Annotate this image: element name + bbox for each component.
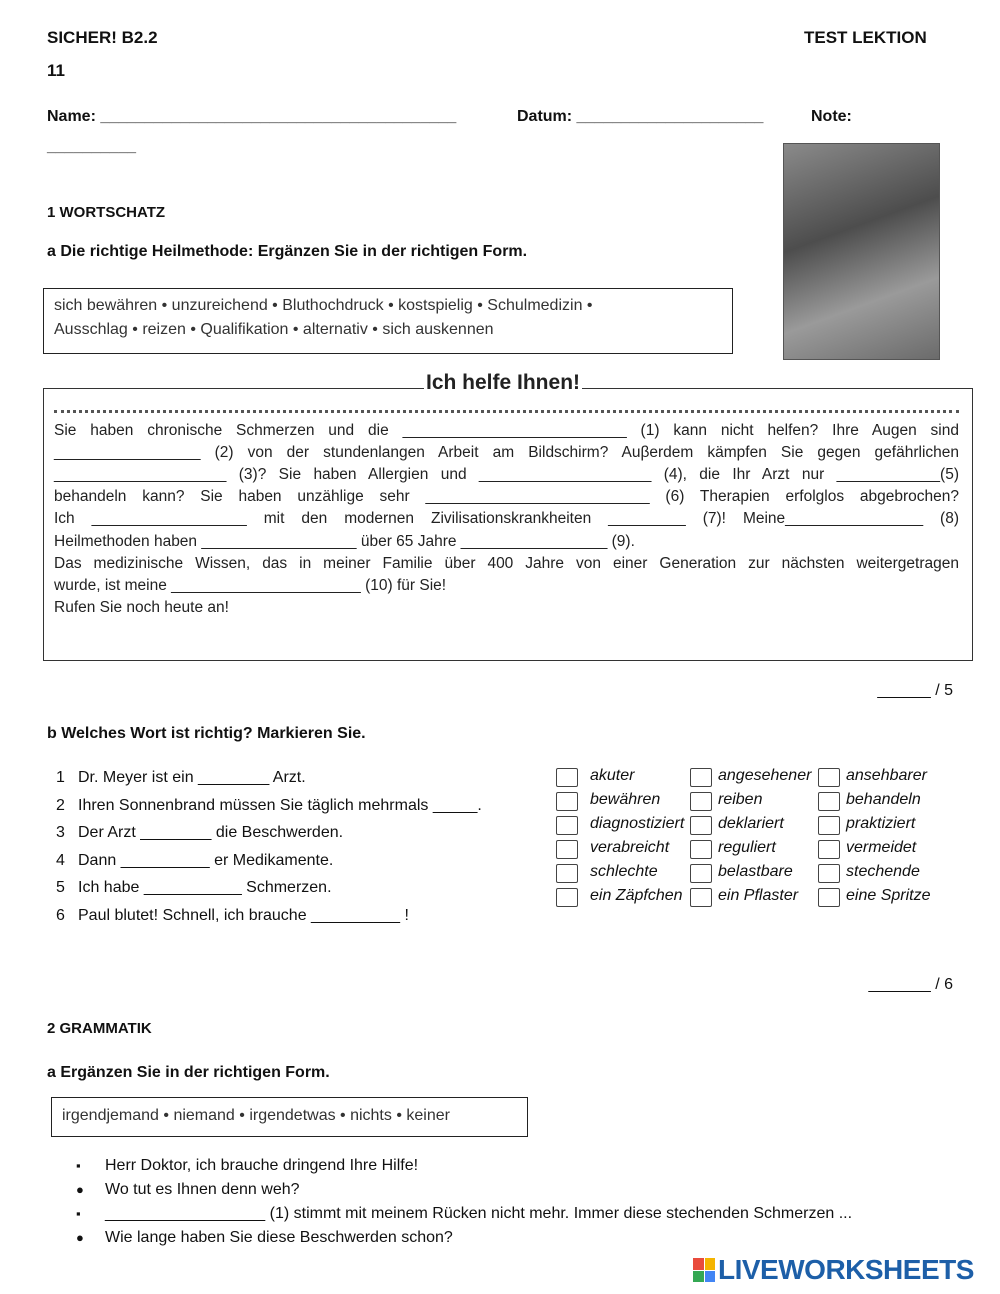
logo-text: LIVEWORKSHEETS: [718, 1254, 974, 1285]
dialog-line[interactable]: __________________ (1) stimmt mit meinem Rücken nicht mehr. Immer diese stechenden Schmerzen ...: [105, 1205, 853, 1222]
answer-checkbox[interactable]: [690, 888, 712, 907]
answer-checkbox[interactable]: [556, 768, 578, 787]
answer-option[interactable]: bewähren: [590, 791, 661, 808]
answer-checkbox[interactable]: [556, 792, 578, 811]
answer-checkbox[interactable]: [818, 888, 840, 907]
answer-checkbox[interactable]: [556, 864, 578, 883]
dialog-line: Wie lange haben Sie diese Beschwerden schon?: [105, 1229, 453, 1246]
answer-option[interactable]: verabreicht: [590, 839, 670, 856]
dialog-line: Herr Doktor, ich brauche dringend Ihre Hilfe!: [105, 1157, 419, 1174]
answer-checkbox[interactable]: [818, 864, 840, 883]
advert-title: Ich helfe Ihnen!: [426, 371, 581, 394]
grade-field[interactable]: __________: [47, 138, 136, 155]
answer-checkbox[interactable]: [690, 792, 712, 811]
score-a: ______ / 5: [877, 682, 953, 699]
advert-line[interactable]: _________________ (2) von der stundenlangen Arbeit am Bildschirm? Auβerdem kämpfen Sie gegen gefährlichen: [54, 444, 959, 461]
answer-checkbox[interactable]: [818, 792, 840, 811]
section1b-instruction: b Welches Wort ist richtig? Markieren Sie.: [47, 725, 366, 742]
dialog-bullet: ▪: [76, 1158, 81, 1173]
answer-option[interactable]: stechende: [846, 863, 920, 880]
section2-title: 2 GRAMMATIK: [47, 1020, 152, 1037]
test-label: TEST LEKTION: [804, 28, 927, 47]
score-b: _______ / 6: [868, 976, 953, 993]
question-number: 2: [56, 796, 65, 814]
answer-option[interactable]: akuter: [590, 767, 635, 784]
answer-option[interactable]: belastbare: [718, 863, 793, 880]
answer-option[interactable]: ein Pflaster: [718, 887, 799, 904]
advert-line[interactable]: behandeln kann? Sie haben unzählige sehr __________________________ (6) Therapien erfolglos abgebrochen?: [54, 488, 959, 505]
question-text: Dr. Meyer ist ein ________ Arzt.: [78, 769, 306, 786]
advert-line[interactable]: Sie haben chronische Schmerzen und die __________________________ (1) kann nicht helfen? Ihre Augen sind: [54, 422, 959, 439]
grade-label: Note:: [811, 108, 852, 125]
logo-icon: [693, 1258, 715, 1282]
answer-checkbox[interactable]: [690, 840, 712, 859]
answer-checkbox[interactable]: [818, 768, 840, 787]
answer-checkbox[interactable]: [690, 768, 712, 787]
answer-option[interactable]: deklariert: [718, 815, 784, 832]
question-number: 5: [56, 879, 65, 896]
answer-option[interactable]: diagnostiziert: [590, 815, 685, 832]
answer-checkbox[interactable]: [690, 816, 712, 835]
answer-option[interactable]: vermeidet: [846, 839, 917, 856]
word-box-line: irgendjemand • niemand • irgendetwas • nichts • keiner: [62, 1107, 450, 1124]
word-box-line: sich bewähren • unzureichend • Bluthochdruck • kostspielig • Schulmedizin •: [54, 297, 593, 314]
answer-option[interactable]: behandeln: [846, 791, 921, 808]
liveworksheets-logo: [693, 1254, 974, 1286]
question-number: 4: [56, 851, 65, 869]
question-text: Dann __________ er Medikamente.: [78, 851, 334, 869]
answer-checkbox[interactable]: [556, 840, 578, 859]
question-number: 3: [56, 824, 65, 841]
answer-checkbox[interactable]: [556, 816, 578, 835]
answer-option[interactable]: reguliert: [718, 839, 776, 856]
answer-option[interactable]: ein Zäpfchen: [590, 887, 683, 904]
question-text: Ich habe ___________ Schmerzen.: [78, 879, 332, 896]
answer-checkbox[interactable]: [818, 840, 840, 859]
lesson-number: 11: [47, 61, 65, 80]
dotted-divider: [54, 410, 959, 413]
advert-line[interactable]: Heilmethoden haben __________________ über 65 Jahre _________________ (9).: [54, 533, 635, 550]
word-box-1: [43, 288, 733, 354]
dialog-line: Wo tut es Ihnen denn weh?: [105, 1181, 300, 1198]
advert-line[interactable]: ____________________ (3)? Sie haben Allergien und ____________________ (4), die Ihr Arzt nur ____________(5): [54, 466, 959, 483]
answer-checkbox[interactable]: [818, 816, 840, 835]
question-number: 6: [56, 906, 65, 924]
answer-option[interactable]: ansehbarer: [846, 767, 927, 784]
answer-option[interactable]: praktiziert: [846, 815, 916, 832]
section1-title: 1 WORTSCHATZ: [47, 204, 166, 221]
date-field[interactable]: Datum: _____________________: [517, 108, 764, 125]
answer-checkbox[interactable]: [556, 888, 578, 907]
word-box-line: Ausschlag • reizen • Qualifikation • alternativ • sich auskennen: [54, 321, 494, 338]
question-text: Paul blutet! Schnell, ich brauche __________ !: [78, 906, 409, 924]
answer-option[interactable]: schlechte: [590, 863, 658, 880]
answer-option[interactable]: angesehener: [718, 767, 812, 784]
name-field[interactable]: Name: ________________________________________: [47, 108, 457, 125]
question-number: 1: [56, 769, 65, 786]
word-box-2: [51, 1097, 528, 1137]
question-text: Ihren Sonnenbrand müssen Sie täglich mehrmals _____.: [78, 796, 482, 814]
worksheet-title: SICHER! B2.2: [47, 28, 158, 47]
dialog-bullet: ●: [76, 1182, 84, 1197]
advert-line: Das medizinische Wissen, das in meiner Familie über 400 Jahre von einer Generation zur nächsten weitergetragen: [54, 555, 959, 572]
answer-option[interactable]: eine Spritze: [846, 887, 931, 904]
section2a-instruction: a Ergänzen Sie in der richtigen Form.: [47, 1064, 330, 1081]
answer-option[interactable]: reiben: [718, 791, 763, 808]
advert-line[interactable]: Ich __________________ mit den modernen Zivilisationskrankheiten _________ (7)! Meine________________ (8): [54, 510, 959, 527]
section1a-instruction: a Die richtige Heilmethode: Ergänzen Sie in der richtigen Form.: [47, 243, 528, 260]
advert-line: Rufen Sie noch heute an!: [54, 599, 229, 616]
question-text: Der Arzt ________ die Beschwerden.: [78, 824, 344, 841]
illustration-image: [783, 143, 940, 360]
dialog-bullet: ●: [76, 1230, 84, 1245]
advert-line[interactable]: wurde, ist meine ______________________ (10) für Sie!: [54, 577, 447, 594]
answer-checkbox[interactable]: [690, 864, 712, 883]
dialog-bullet: ▪: [76, 1206, 81, 1221]
